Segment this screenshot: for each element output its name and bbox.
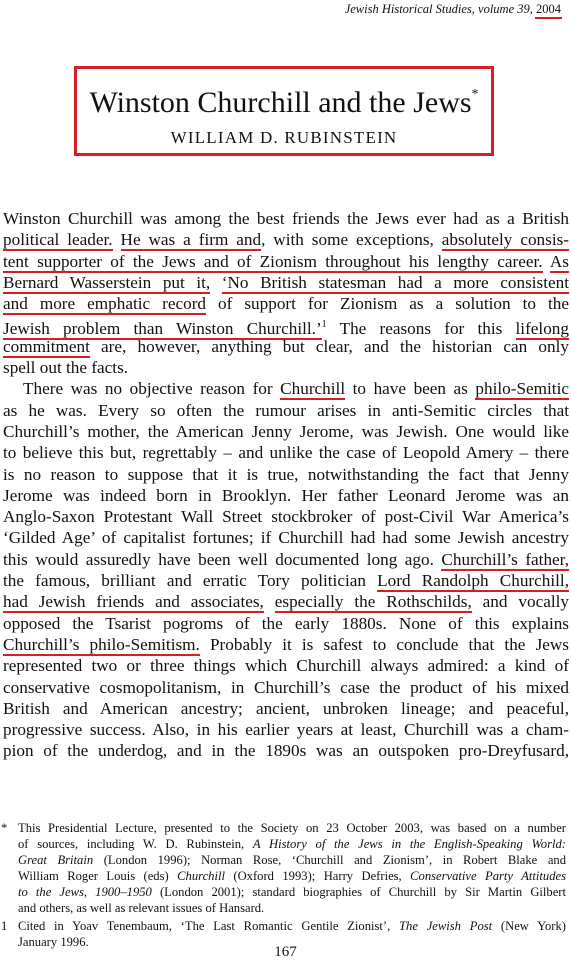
body-line: [3, 677, 569, 698]
text-run: [113, 230, 121, 249]
footnote-line: [18, 884, 566, 900]
underlined-phrase: As: [549, 251, 569, 271]
body-line: [3, 251, 569, 272]
body-line: [3, 421, 569, 442]
body-line: [3, 314, 569, 339]
text-run: and vocally: [471, 592, 570, 612]
underlined-phrase: He was a firm and: [120, 230, 262, 250]
text-run: Churchill’s mother, the American Jenny Jerome, was Jewish. One would like: [3, 421, 569, 441]
underlined-phrase: Bernard Wasserstein put it,: [3, 272, 211, 292]
page-number: 167: [274, 944, 297, 960]
text-run: Cited in Yoav Tenembaum, ‘The Last Romantic Gentile Zionist’,: [18, 918, 400, 933]
text-run: represented two or three things which Churchill always admired: a kind of: [3, 656, 569, 676]
article-body: [3, 208, 569, 762]
text-run: and others, as well as relevant issues of Hansard.: [18, 901, 265, 916]
book-title: to the Jews, 1900–1950: [18, 885, 152, 900]
text-run: (London 1996); Norman Rose, ‘Churchill and Zionism’, in Robert Blake and: [93, 853, 567, 868]
running-head: [345, 2, 561, 17]
body-line: [3, 272, 569, 293]
body-line: [3, 655, 569, 676]
text-run: This Presidential Lecture, presented to the Society on 23 October 2003, was based on a number: [18, 821, 566, 835]
year-underlined: 2004: [536, 2, 561, 16]
underlined-phrase: absolutely consis-: [441, 230, 570, 250]
body-line: [3, 485, 569, 506]
text-run: Jerome was indeed born in Brooklyn. Her father Leonard Jerome was an: [3, 485, 569, 505]
underlined-phrase: Churchill: [280, 379, 346, 399]
text-run: , with some exceptions,: [261, 230, 442, 250]
text-run: opposed the Tsarist pogroms of the early 1880s. None of this explains: [3, 613, 569, 633]
body-line: [3, 229, 569, 250]
text-run: this would assuredly have been well documented long ago.: [3, 549, 442, 569]
book-title: A History of the Jews in the English-Speaking World:: [252, 837, 566, 852]
text-run: pion of the underdog, and in the 1890s was an outspoken pro-Dreyfusard,: [3, 741, 569, 761]
article-author: WILLIAM D. RUBINSTEIN: [170, 128, 398, 147]
footnote-line: [18, 868, 566, 884]
title-text: Winston Churchill and the Jews: [89, 86, 472, 119]
body-line: [3, 527, 569, 548]
body-line: [3, 208, 569, 229]
text-run: [210, 273, 222, 292]
body-line: [3, 719, 569, 740]
text-run: of sources, including W. D. Rubinstein,: [18, 837, 253, 852]
body-line: [3, 698, 569, 719]
text-run: progressive success. Also, in his earlier years at least, Churchill was a cham-: [3, 720, 569, 740]
book-title: Conservative Party Attitudes: [410, 869, 566, 884]
body-line: [3, 400, 569, 421]
text-run: There was no objective reason for: [23, 379, 281, 399]
footnote-line: [18, 836, 566, 852]
text-run: is no reason to suppose that it is true, notwithstanding the fact that Jenny: [3, 464, 569, 484]
footnote-line: [18, 900, 566, 916]
underlined-phrase: and more emphatic record: [3, 294, 207, 314]
body-line: [3, 634, 569, 655]
journal-name: Jewish Historical Studies: [344, 2, 472, 16]
text-run: as he was. Every so often the rumour arises in anti-Semitic circles that: [3, 400, 569, 420]
text-run: spell out the facts.: [3, 358, 129, 378]
body-line: [3, 336, 569, 357]
underlined-phrase: Jewish problem than Winston Churchill.’: [3, 319, 322, 339]
article-title: [77, 77, 491, 121]
underlined-phrase: Lord Randolph Churchill,: [377, 571, 570, 591]
underlined-phrase: philo-Semitic: [475, 379, 569, 399]
text-run: of support for Zionism as a solution to the: [206, 294, 569, 314]
underlined-phrase: especially the Rothschilds,: [274, 592, 472, 612]
footnote-star: [0, 820, 566, 917]
text-run: (London 2001); standard biographies of Churchill by Sir Martin Gilbert: [151, 885, 566, 900]
footnote-mark: 1: [1, 918, 8, 933]
body-line: [3, 506, 569, 527]
text-run: William Roger Louis (eds): [18, 869, 178, 884]
body-line: [3, 464, 569, 485]
underlined-phrase: commitment: [3, 336, 90, 356]
text-run: to believe this but, regrettably – and unlike the case of Leopold Amery – there: [3, 443, 569, 463]
text-run: The reasons for this: [326, 319, 516, 339]
text-run: ‘Gilded Age’ of capitalist fortunes; if Churchill had had some Jewish ancestry: [3, 528, 569, 548]
footnote-ref-1: 1: [321, 319, 327, 331]
footnote-line: [18, 820, 566, 836]
body-line: [3, 293, 569, 314]
footnote-mark: *: [1, 821, 8, 835]
book-title: Churchill: [177, 869, 225, 884]
underlined-phrase: Churchill’s father,: [441, 549, 569, 569]
underlined-phrase: tent supporter of the Jews and of Zionism throughout his lengthy career.: [3, 251, 543, 271]
title-footnote-mark: *: [471, 87, 479, 102]
body-line: [3, 442, 569, 463]
volume-text: , volume 39,: [471, 2, 536, 16]
text-run: [543, 252, 550, 271]
text-run: (Oxford 1993); Harry Defries,: [224, 869, 411, 884]
text-run: Winston Churchill was among the best friends the Jews ever had as a British: [3, 209, 569, 228]
body-line: [3, 378, 569, 399]
body-line: [3, 570, 569, 591]
text-run: conservative cosmopolitanism, in Churchill’s case the product of his mixed: [3, 677, 569, 697]
body-line: [3, 740, 569, 761]
book-title: Great Britain: [18, 853, 94, 868]
footnote-line: [18, 918, 566, 934]
underlined-phrase: Churchill’s philo-Semitism.: [3, 634, 200, 654]
text-run: to have been as: [345, 379, 476, 399]
underlined-phrase: ‘No British statesman had a more consistent: [221, 272, 569, 292]
footnotes: [0, 820, 566, 950]
text-run: the famous, brilliant and erratic Tory politician: [3, 571, 378, 591]
body-line: [3, 591, 569, 612]
text-run: British and American ancestry; ancient, unbroken lineage; and peaceful,: [3, 698, 569, 718]
text-run: January 1996.: [18, 934, 89, 949]
title-highlight-box: [74, 66, 494, 156]
text-run: are, however, anything but clear, and the historian can only: [89, 336, 569, 356]
body-line: [3, 613, 569, 634]
underlined-phrase: lifelong: [515, 319, 569, 339]
text-run: [264, 592, 275, 611]
text-run: (New York): [492, 918, 566, 933]
underlined-phrase: political leader.: [3, 230, 113, 250]
text-run: Probably it is safest to conclude that the Jews: [199, 634, 569, 654]
underlined-phrase: had Jewish friends and associates,: [3, 592, 264, 612]
body-line: [3, 357, 569, 378]
footnote-line: [18, 852, 566, 868]
book-title: The Jewish Post: [399, 918, 493, 933]
text-run: Anglo-Saxon Protestant Wall Street stockbroker of post-Civil War America’s: [3, 507, 569, 527]
body-line: [3, 549, 569, 570]
